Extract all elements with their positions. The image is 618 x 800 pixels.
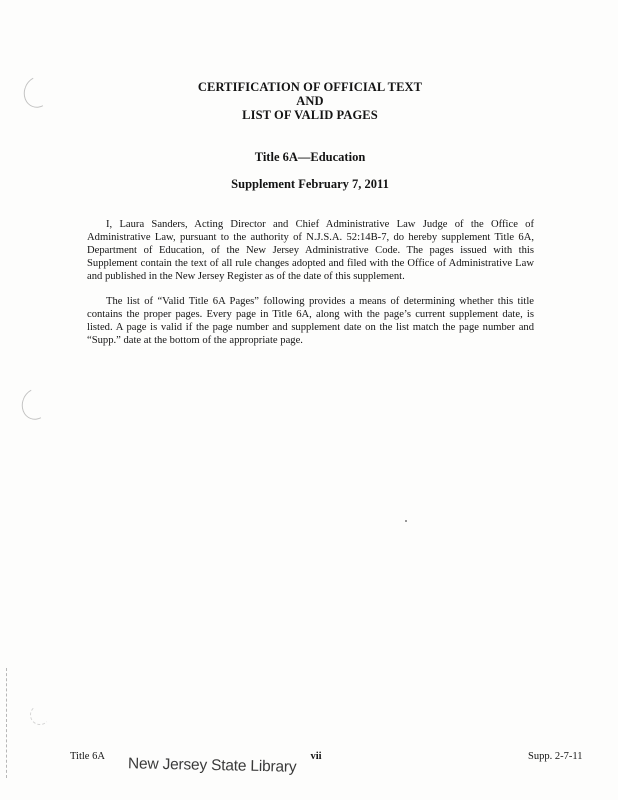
valid-pages-paragraph: The list of “Valid Title 6A Pages” following provides a means of determining whether this title contains the proper pages. Every page in Title 6A, along with the page’s current supplement date, is listed. A page is valid if the page number and supplement date on the list match the page number and “Supp.” date at the bottom of the appropriate page. <box>87 295 534 347</box>
footer-title: Title 6A <box>70 751 105 762</box>
scan-edge-marks <box>6 668 8 778</box>
punch-hole-mark <box>30 705 50 725</box>
heading-line-2: AND <box>296 94 324 108</box>
footer-supplement: Supp. 2-7-11 <box>528 751 583 762</box>
scan-speck <box>405 520 407 522</box>
punch-hole-mark <box>17 384 54 424</box>
certification-paragraph: I, Laura Sanders, Acting Director and Chief Administrative Law Judge of the Office of Administrative Law, pursuant to the authority of N.J.S.A. 52:14B-7, do hereby supplement Title 6A, Department of Education, of the New Jersey Administrative Code. The pages issued with this Supplement contain the text of all rule changes adopted and filed with the Office of Administrative Law and published in the New Jersey Register as of the date of this supplement. <box>87 218 534 283</box>
punch-hole-mark <box>19 72 56 112</box>
heading-line-1: CERTIFICATION OF OFFICIAL TEXT <box>197 80 423 94</box>
certification-heading <box>140 80 480 122</box>
heading-line-3: LIST OF VALID PAGES <box>242 108 378 122</box>
library-stamp: New Jersey State Library <box>127 755 297 776</box>
supplement-date: Supplement February 7, 2011 <box>231 177 389 191</box>
title-name: Title 6A—Education <box>254 150 366 164</box>
footer-page-number: vii <box>310 751 322 762</box>
